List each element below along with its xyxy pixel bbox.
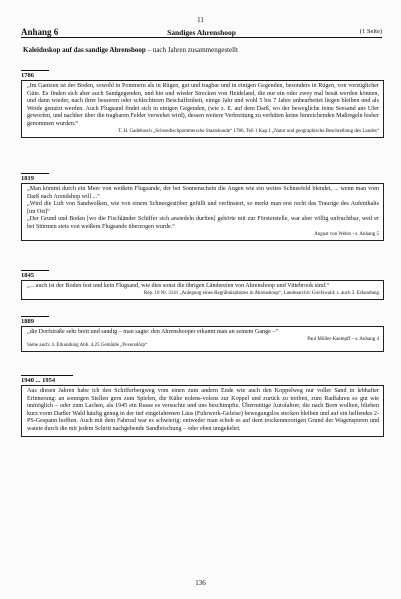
quote-box [21, 183, 384, 241]
appendix-header [21, 27, 382, 38]
quote-text: „die Dorfstraße sehr breit und sandig – man sagte: den Ahrenshooper erkannt man an seinem Gange –“ [27, 329, 279, 335]
appendix-pages: (1 Seite) [359, 28, 382, 35]
section-year: 1819 [21, 173, 49, 183]
see-also-note: Siehe auch: 4. Erkundung Abb. 4.25 Gemälde „Poversdörp“ [27, 342, 148, 348]
section-1940-1954 [21, 375, 384, 437]
appendix-title: Sandiges Ahrenshoop [167, 28, 236, 37]
section-year: 1889 [21, 316, 49, 326]
quote-box [21, 326, 384, 352]
section-year: 1845 [21, 270, 49, 280]
section-year: 1786 [21, 70, 49, 80]
quote-box [21, 80, 384, 138]
quote-box [21, 280, 384, 300]
section-1889 [21, 316, 384, 352]
quote-text: „Man kömmt durch ein Meer von weißem Flugsande, der bei Sonnenschein die Augen wie ein weites Schneefeld blendet, ... wenn man vom Darß nach Arendshop will ...“ „Wird die Luft von Sandwolken, wie von einem Schneegestöber gefüllt und verfinstert, so merkt man erst recht das Traurige des Aufenthalts [im Ort]“ „Der Grund und Boden [wo die Fischländer Schiffer sich ansiedeln durften] gehörte mit zur Försterstelle, war aber völlig unfruchtbar, weil er bei Stürmen stets von weißem Flugsande überzogen wurde.“ [27, 186, 379, 230]
section-1786 [21, 70, 384, 138]
quote-source: Paul Müller-Kaempff – s. Anhang 4 [307, 336, 379, 342]
subtitle-bold: Kaleidoskop auf das sandige Ahrenshoop [23, 46, 146, 54]
quote-text: „Im Gantzen ist der Boden, sowohl in Pommern als in Rügen, gut und tragbar und in einigen Gegenden, besonders in Rügen, von vorzüglicher Güte. Es finden sich aber auch Sandgegenden, und hin und wieder Strecken von Heideland, die nur ein oder zwey mal besät werden können, und dann wieder, nach ihrer besseren oder schlechteren Beschaffenheit, einige Jahr und wohl 5 bis 7 Jahre unbearbeitet liegen bleiben und als Weide genutzt werden. Auch Flugsand findet sich in einigen Gegenden, (wie z. E. auf dem Darß, wo der bewegliche feine Seesand ans Ufer geworfen, und nachher über die tragbaren Felder verwehet wird), dessen weitere Verbreitung zu verhüten keine hinreichenden Maßregeln bisher genommen wurden.“ [27, 83, 379, 127]
memoir-box [21, 385, 384, 437]
subtitle [23, 46, 238, 54]
section-year: 1940 ... 1954 [21, 375, 73, 385]
quote-source: August von Wehrs - s. Anhang 5 [314, 231, 379, 237]
subtitle-rest: – nach Jahren zusammengestellt [145, 46, 238, 54]
quote-source: T. H. Gadebusch „Schwedischpommersche Staatskunde“ 1786, Teil 1 Kap.1 „Natur und geographische Beschreibung des Landes“ [118, 128, 379, 134]
memoir-text: Aus diesen Jahren habe ich den Schifferbergweg vom einen zum andern Ende wie auch den Koppelweg nur voller Sand in lebhafter Erinnerung: an sonnigen Stellen gern zum Spielen, die Kühe nolens-volens zur Koppel und zurück zu treiben, zum Radfahren so gut wie unmöglich – oder zum Lachen, als 1945 ein Russe es versuchte und uns beschimpfte. Übermütige Autofahrer, die nach Born wollten, blieben kurz vorm Darßer Wald häufig genug in der tief eingefahrenen Läus (Fuhrwerk-Geleise) bewegungslos stecken bleiben und auf ein helfendes 2-PS-Gespann hofften. Auch mit dem Fahrrad war es schwierig: entweder man schob es auf dem trockenmoorigen Grund der Wagenspuren und watete durch die mit jedem Schritt nachgebende Sandböschung – oder eben umgekehrt. [27, 388, 379, 432]
top-page-number: 11 [197, 16, 204, 24]
quote-source: Rep. 10 Nr. 3141 „Anlegung eines Begräbnisplatzes in Ahrenshoop“, Landesarchiv Greifswald; s. auch 3. Erkundung [143, 290, 379, 296]
appendix-label: Anhang 6 [21, 27, 59, 37]
section-1819 [21, 173, 384, 241]
bottom-page-number: 136 [195, 579, 206, 587]
section-1845 [21, 270, 384, 300]
quote-text: „... auch ist der Boden fest und kein Flugsand, wie dies sonst die übrigen Ländereien von Ahrenshoop und Vittebrook sind.“ [27, 283, 330, 289]
